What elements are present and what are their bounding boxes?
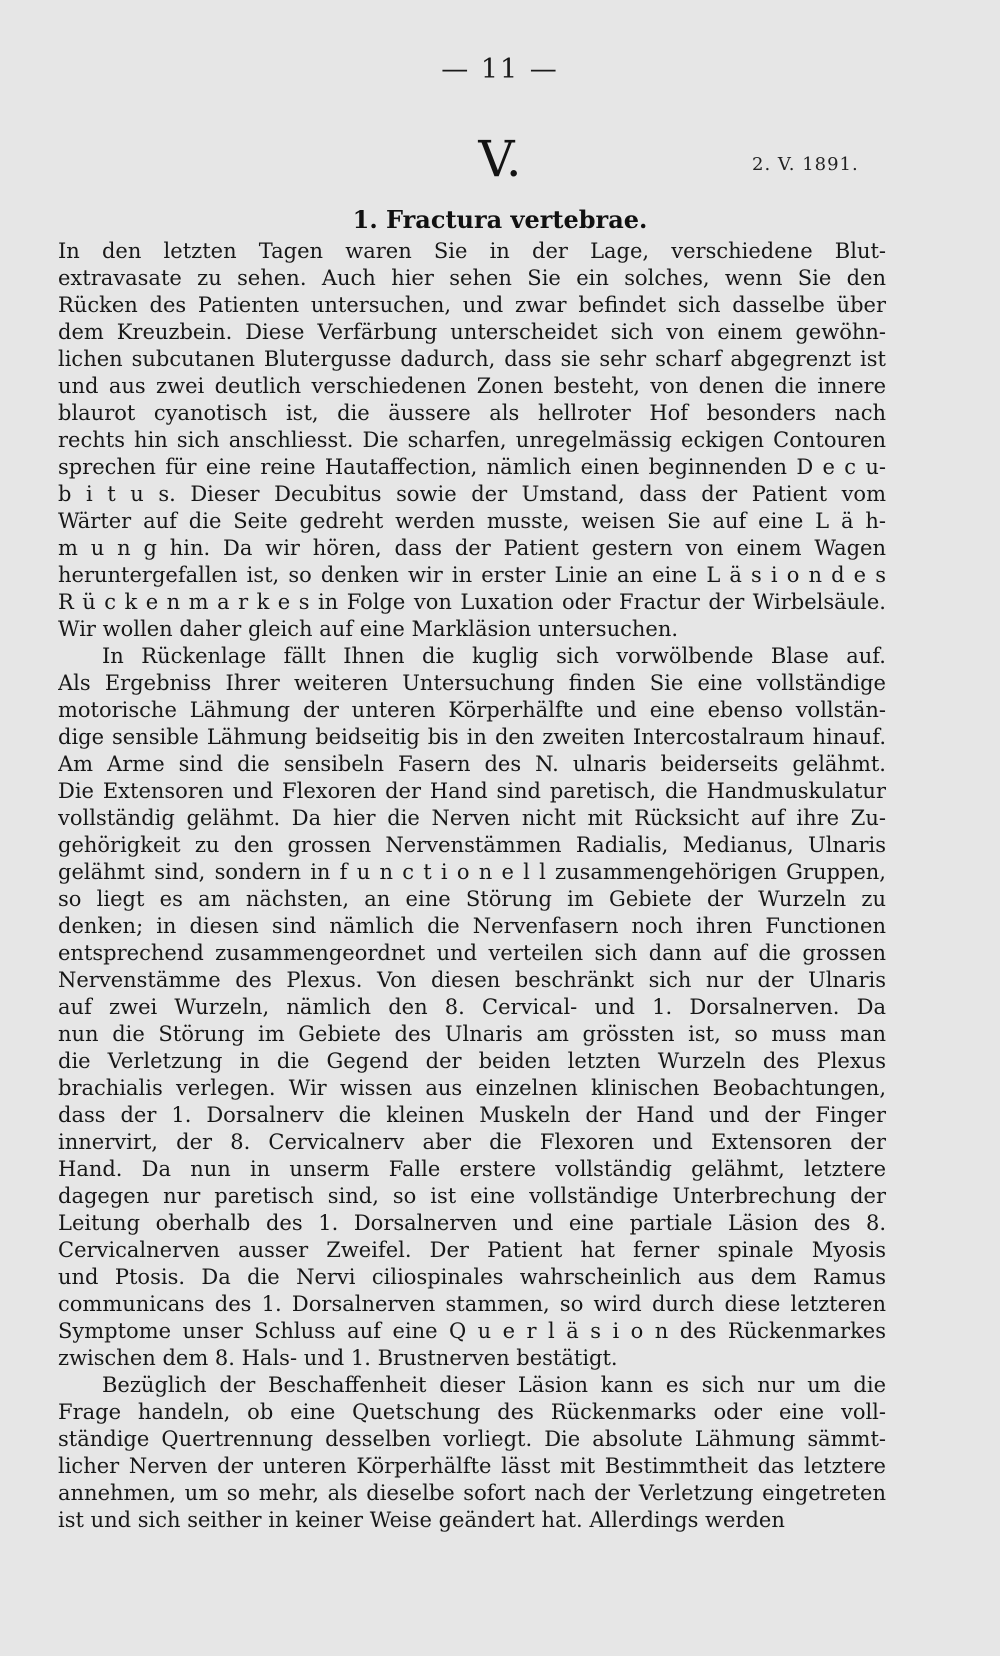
text-line: Frage handeln, ob eine Quetschung des Rückenmarks oder eine voll- [58,1400,886,1424]
text-line: denken; in diesen sind nämlich die Nervenfasern noch ihren Functionen [58,914,886,938]
text-line: Nervenstämme des Plexus. Von diesen beschränkt sich nur der Ulnaris [58,968,886,992]
text-line: nun die Störung im Gebiete des Ulnaris am grössten ist, so muss man [58,1022,886,1046]
text-line: communicans des 1. Dorsalnerven stammen, so wird durch diese letzteren [58,1292,886,1316]
text-line: ständige Quertrennung desselben vorliegt. Die absolute Lähmung sämmt- [58,1427,886,1451]
text-line: Symptome unser Schluss auf eine Q u e r l ä s i o n des Rückenmarkes [58,1319,886,1343]
text-line: In Rückenlage fällt Ihnen die kuglig sich vorwölbende Blase auf. [102,644,886,668]
lecture-date: 2. V. 1891. [752,154,859,175]
text-line: In den letzten Tagen waren Sie in der Lage, verschiedene Blut- [58,239,886,263]
text-line: b i t u s. Dieser Decubitus sowie der Umstand, dass der Patient vom [58,482,886,506]
page-number: — 11 — [441,54,559,85]
text-line: vollständig gelähmt. Da hier die Nerven nicht mit Rücksicht auf ihre Zu- [58,806,886,830]
text-line: Cervicalnerven ausser Zweifel. Der Patient hat ferner spinale Myosis [58,1238,886,1262]
body-text [58,238,886,1534]
text-line: ist und sich seither in keiner Weise geändert hat. Allerdings werden [58,1508,785,1532]
text-line: dagegen nur paretisch sind, so ist eine vollständige Unterbrechung der [58,1184,886,1208]
text-line: dem Kreuzbein. Diese Verfärbung unterscheidet sich von einem gewöhn- [58,320,886,344]
text-line: entsprechend zusammengeordnet und verteilen sich dann auf die grossen [58,941,886,965]
text-line: Rücken des Patienten untersuchen, und zwar befindet sich dasselbe über [58,293,886,317]
text-line: innervirt, der 8. Cervicalnerv aber die Flexoren und Extensoren der [58,1130,886,1154]
text-line: extravasate zu sehen. Auch hier sehen Sie ein solches, wenn Sie den [58,266,886,290]
text-line: m u n g hin. Da wir hören, dass der Patient gestern von einem Wagen [58,536,886,560]
text-line: Leitung oberhalb des 1. Dorsalnerven und eine partiale Läsion des 8. [58,1211,886,1235]
text-line: annehmen, um so mehr, als dieselbe sofort nach der Verletzung eingetreten [58,1481,886,1505]
text-line: und aus zwei deutlich verschiedenen Zonen besteht, von denen die innere [58,374,886,398]
text-line: rechts hin sich anschliesst. Die scharfen, unregelmässig eckigen Contouren [58,428,886,452]
text-line: dige sensible Lähmung beidseitig bis in den zweiten Intercostalraum hinauf. [58,725,886,749]
chapter-number: V. [478,130,522,188]
text-line: Bezüglich der Beschaffenheit dieser Läsion kann es sich nur um die [102,1373,886,1397]
text-line: zwischen dem 8. Hals- und 1. Brustnerven bestätigt. [58,1346,618,1370]
text-line: brachialis verlegen. Wir wissen aus einzelnen klinischen Beobachtungen, [58,1076,886,1100]
text-line: die Verletzung in die Gegend der beiden letzten Wurzeln des Plexus [58,1049,886,1073]
text-line: motorische Lähmung der unteren Körperhälfte und eine ebenso vollstän- [58,698,886,722]
text-line: und Ptosis. Da die Nervi ciliospinales wahrscheinlich aus dem Ramus [58,1265,886,1289]
text-line: Hand. Da nun in unserm Falle erstere vollständig gelähmt, letztere [58,1157,886,1181]
section-title: 1. Fractura vertebrae. [352,205,648,234]
text-line: Wärter auf die Seite gedreht werden musste, weisen Sie auf eine L ä h- [58,509,886,533]
text-line: Am Arme sind die sensibeln Fasern des N. ulnaris beiderseits gelähmt. [58,752,886,776]
text-line: gelähmt sind, sondern in f u n c t i o n e l l zusammengehörigen Gruppen, [58,860,886,884]
text-line: so liegt es am nächsten, an eine Störung im Gebiete der Wurzeln zu [58,887,886,911]
text-line: lichen subcutanen Blutergusse dadurch, dass sie sehr scharf abgegrenzt ist [58,347,886,371]
text-line: sprechen für eine reine Hautaffection, nämlich einen beginnenden D e c u- [58,455,886,479]
text-line: blaurot cyanotisch ist, die äussere als hellroter Hof besonders nach [58,401,886,425]
text-line: R ü c k e n m a r k e s in Folge von Luxation oder Fractur der Wirbelsäule. [58,590,886,614]
text-line: licher Nerven der unteren Körperhälfte lässt mit Bestimmtheit das letztere [58,1454,886,1478]
text-line: Als Ergebniss Ihrer weiteren Untersuchung finden Sie eine vollständige [58,671,886,695]
text-line: gehörigkeit zu den grossen Nervenstämmen Radialis, Medianus, Ulnaris [58,833,886,857]
text-line: dass der 1. Dorsalnerv die kleinen Muskeln der Hand und der Finger [58,1103,886,1127]
text-line: heruntergefallen ist, so denken wir in erster Linie an eine L ä s i o n d e s [58,563,886,587]
text-line: Die Extensoren und Flexoren der Hand sind paretisch, die Handmuskulatur [58,779,886,803]
text-line: auf zwei Wurzeln, nämlich den 8. Cervical- und 1. Dorsalnerven. Da [58,995,886,1019]
text-line: Wir wollen daher gleich auf eine Markläsion untersuchen. [58,617,679,641]
